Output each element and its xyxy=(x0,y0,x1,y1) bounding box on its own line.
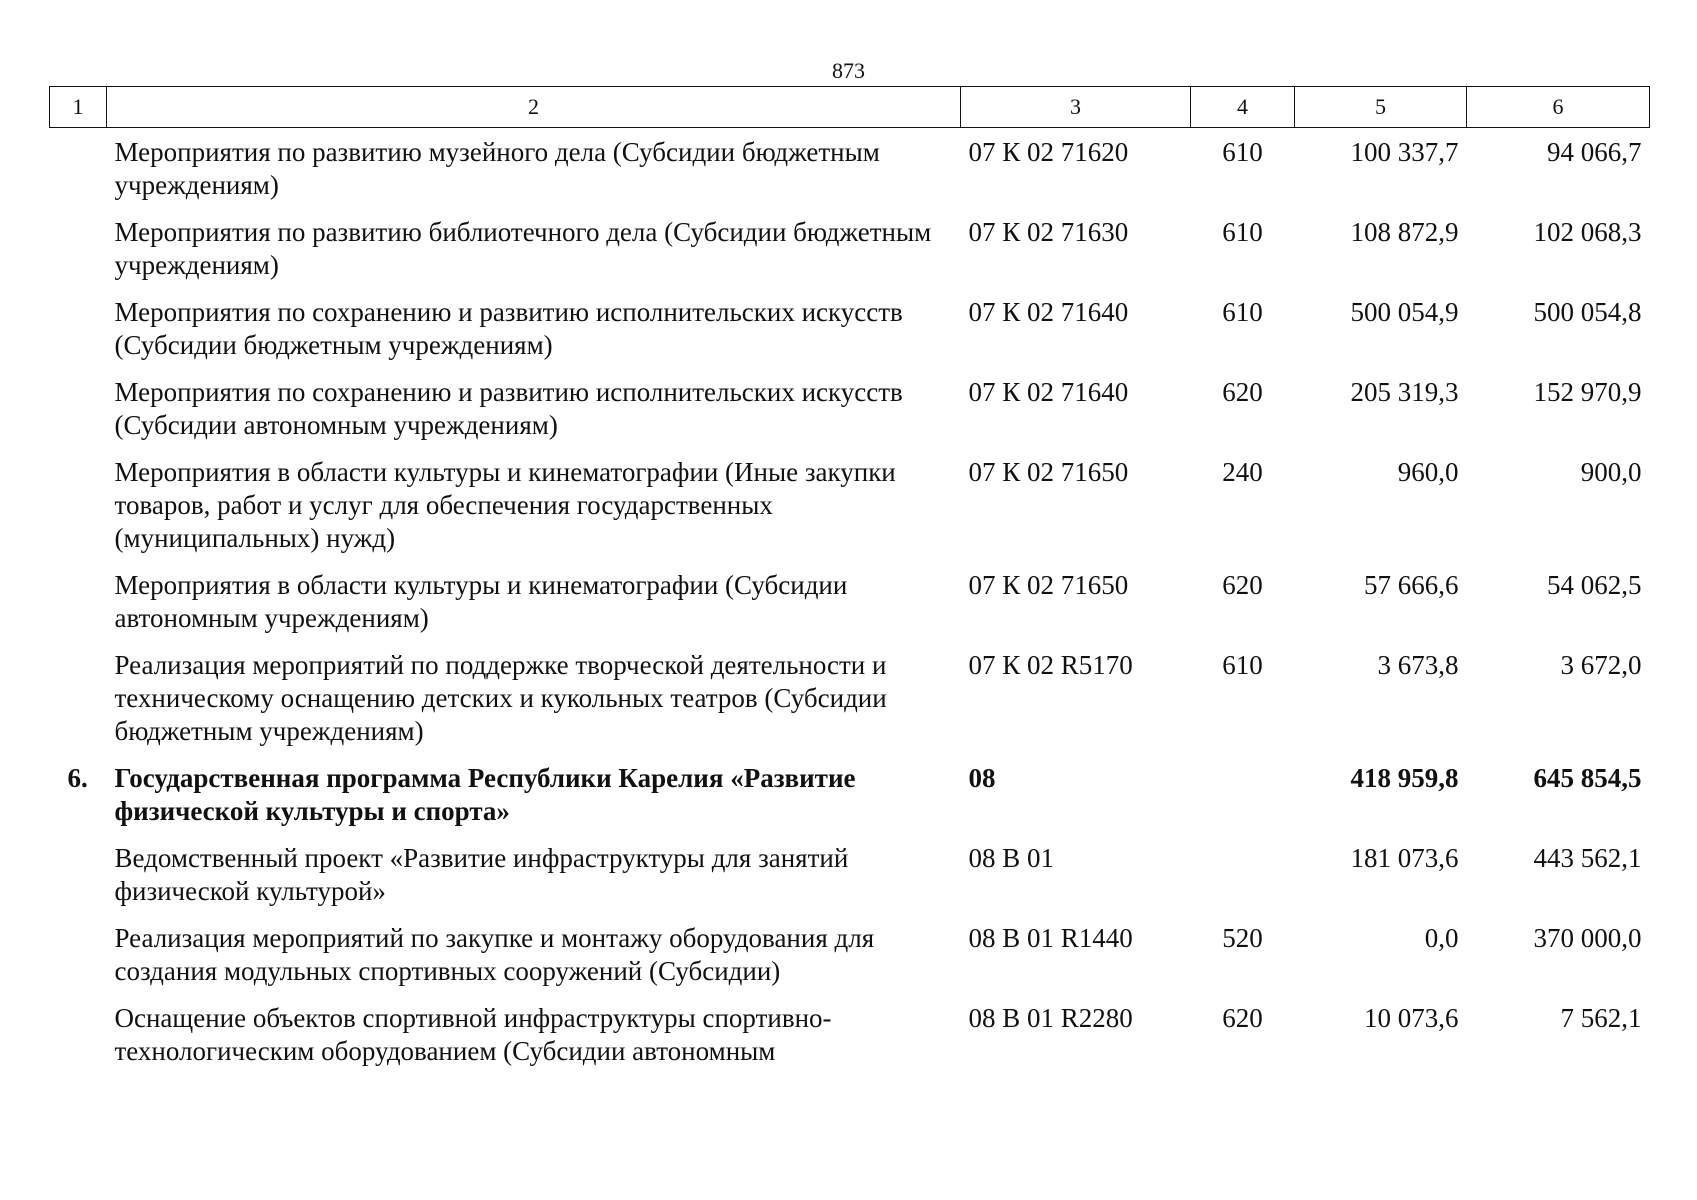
item-name: Ведомственный проект «Развитие инфраструктуры для занятий физической культурой» xyxy=(114,843,849,906)
column-number-row xyxy=(50,87,1650,128)
amount-col-5: 0,0 xyxy=(1424,923,1459,953)
table-header xyxy=(50,87,1650,128)
amount-col-5: 205 319,3 xyxy=(1350,377,1459,407)
amount-col-6: 152 970,9 xyxy=(1533,377,1642,407)
expense-type: 520 xyxy=(1222,923,1263,953)
target-code: 07 К 02 R5170 xyxy=(968,650,1133,680)
target-code: 07 К 02 71630 xyxy=(968,217,1129,247)
amount-col-6: 900,0 xyxy=(1580,457,1642,487)
amount-col-5: 10 073,6 xyxy=(1364,1003,1459,1033)
target-code: 07 К 02 71650 xyxy=(968,457,1129,487)
table-row xyxy=(50,762,1650,842)
amount-col-6: 94 066,7 xyxy=(1547,137,1642,167)
column-header-5: 5 xyxy=(1295,87,1467,128)
row-number: 6. xyxy=(67,763,88,793)
amount-col-6: 500 054,8 xyxy=(1533,297,1642,327)
column-header-2: 2 xyxy=(107,87,961,128)
target-code: 07 К 02 71650 xyxy=(968,570,1129,600)
table-row xyxy=(50,128,1650,217)
table-row xyxy=(50,376,1650,456)
item-name: Оснащение объектов спортивной инфраструктуры спортивно-технологическим оборудованием (Субсидии автономным xyxy=(114,1003,832,1066)
amount-col-5: 100 337,7 xyxy=(1350,137,1459,167)
amount-col-6: 370 000,0 xyxy=(1533,923,1642,953)
expense-type: 610 xyxy=(1222,650,1263,680)
column-header-4: 4 xyxy=(1191,87,1295,128)
item-name: Мероприятия по развитию музейного дела (Субсидии бюджетным учреждениям) xyxy=(114,137,880,200)
target-code: 08 В 01 xyxy=(968,843,1055,873)
expense-type: 620 xyxy=(1222,570,1263,600)
row-number xyxy=(50,296,107,376)
target-code: 07 К 02 71640 xyxy=(968,297,1129,327)
page-number: 873 xyxy=(832,58,865,83)
column-header-6: 6 xyxy=(1467,87,1650,128)
amount-col-6: 3 672,0 xyxy=(1560,650,1642,680)
target-code: 07 К 02 71620 xyxy=(968,137,1129,167)
amount-col-5: 181 073,6 xyxy=(1350,843,1459,873)
budget-table xyxy=(49,86,1650,1082)
expense-type: 240 xyxy=(1222,457,1263,487)
item-name: Мероприятия по сохранению и развитию исполнительских искусств (Субсидии автономным учреждениям) xyxy=(114,377,903,440)
item-name: Мероприятия в области культуры и кинематографии (Иные закупки товаров, работ и услуг для обеспечения государственных (муниципальных) нужд) xyxy=(114,457,896,553)
expense-type: 610 xyxy=(1222,297,1263,327)
amount-col-5: 3 673,8 xyxy=(1377,650,1459,680)
expense-type: 620 xyxy=(1222,377,1263,407)
expense-type: 610 xyxy=(1222,217,1263,247)
target-code: 08 В 01 R2280 xyxy=(968,1003,1133,1033)
item-name: Мероприятия в области культуры и кинематографии (Субсидии автономным учреждениям) xyxy=(114,570,848,633)
row-number xyxy=(50,128,107,217)
table-row xyxy=(50,216,1650,296)
row-number xyxy=(50,456,107,569)
table-body xyxy=(50,128,1650,1083)
table-row xyxy=(50,922,1650,1002)
amount-col-6: 7 562,1 xyxy=(1560,1003,1642,1033)
amount-col-5: 960,0 xyxy=(1397,457,1459,487)
amount-col-5: 57 666,6 xyxy=(1364,570,1459,600)
row-number xyxy=(50,216,107,296)
item-name: Мероприятия по развитию библиотечного дела (Субсидии бюджетным учреждениям) xyxy=(114,217,932,280)
item-name: Реализация мероприятий по поддержке творческой деятельности и техническому оснащению детских и кукольных театров (Субсидии бюджетным учреждениям) xyxy=(114,650,887,746)
amount-col-6: 102 068,3 xyxy=(1533,217,1642,247)
target-code: 08 В 01 R1440 xyxy=(968,923,1133,953)
table-row xyxy=(50,842,1650,922)
item-name: Мероприятия по сохранению и развитию исполнительских искусств (Субсидии бюджетным учреждениям) xyxy=(114,297,903,360)
row-number xyxy=(50,1002,107,1082)
amount-col-5: 418 959,8 xyxy=(1350,763,1459,793)
column-header-3: 3 xyxy=(961,87,1191,128)
amount-col-5: 500 054,9 xyxy=(1350,297,1459,327)
row-number xyxy=(50,569,107,649)
table-row xyxy=(50,569,1650,649)
amount-col-6: 443 562,1 xyxy=(1533,843,1642,873)
expense-type: 610 xyxy=(1222,137,1263,167)
target-code: 08 xyxy=(968,763,996,793)
table-row xyxy=(50,456,1650,569)
item-name: Государственная программа Республики Карелия «Развитие физической культуры и спорта» xyxy=(114,763,856,826)
item-name: Реализация мероприятий по закупке и монтажу оборудования для создания модульных спортивных сооружений (Субсидии) xyxy=(114,923,875,986)
column-header-1: 1 xyxy=(50,87,107,128)
row-number xyxy=(50,842,107,922)
expense-type: 620 xyxy=(1222,1003,1263,1033)
expense-type xyxy=(1191,762,1295,842)
amount-col-5: 108 872,9 xyxy=(1350,217,1459,247)
target-code: 07 К 02 71640 xyxy=(968,377,1129,407)
row-number xyxy=(50,649,107,762)
row-number xyxy=(50,376,107,456)
amount-col-6: 645 854,5 xyxy=(1533,763,1642,793)
table-row xyxy=(50,1002,1650,1082)
row-number xyxy=(50,922,107,1002)
table-row xyxy=(50,296,1650,376)
table-row xyxy=(50,649,1650,762)
expense-type xyxy=(1191,842,1295,922)
amount-col-6: 54 062,5 xyxy=(1547,570,1642,600)
